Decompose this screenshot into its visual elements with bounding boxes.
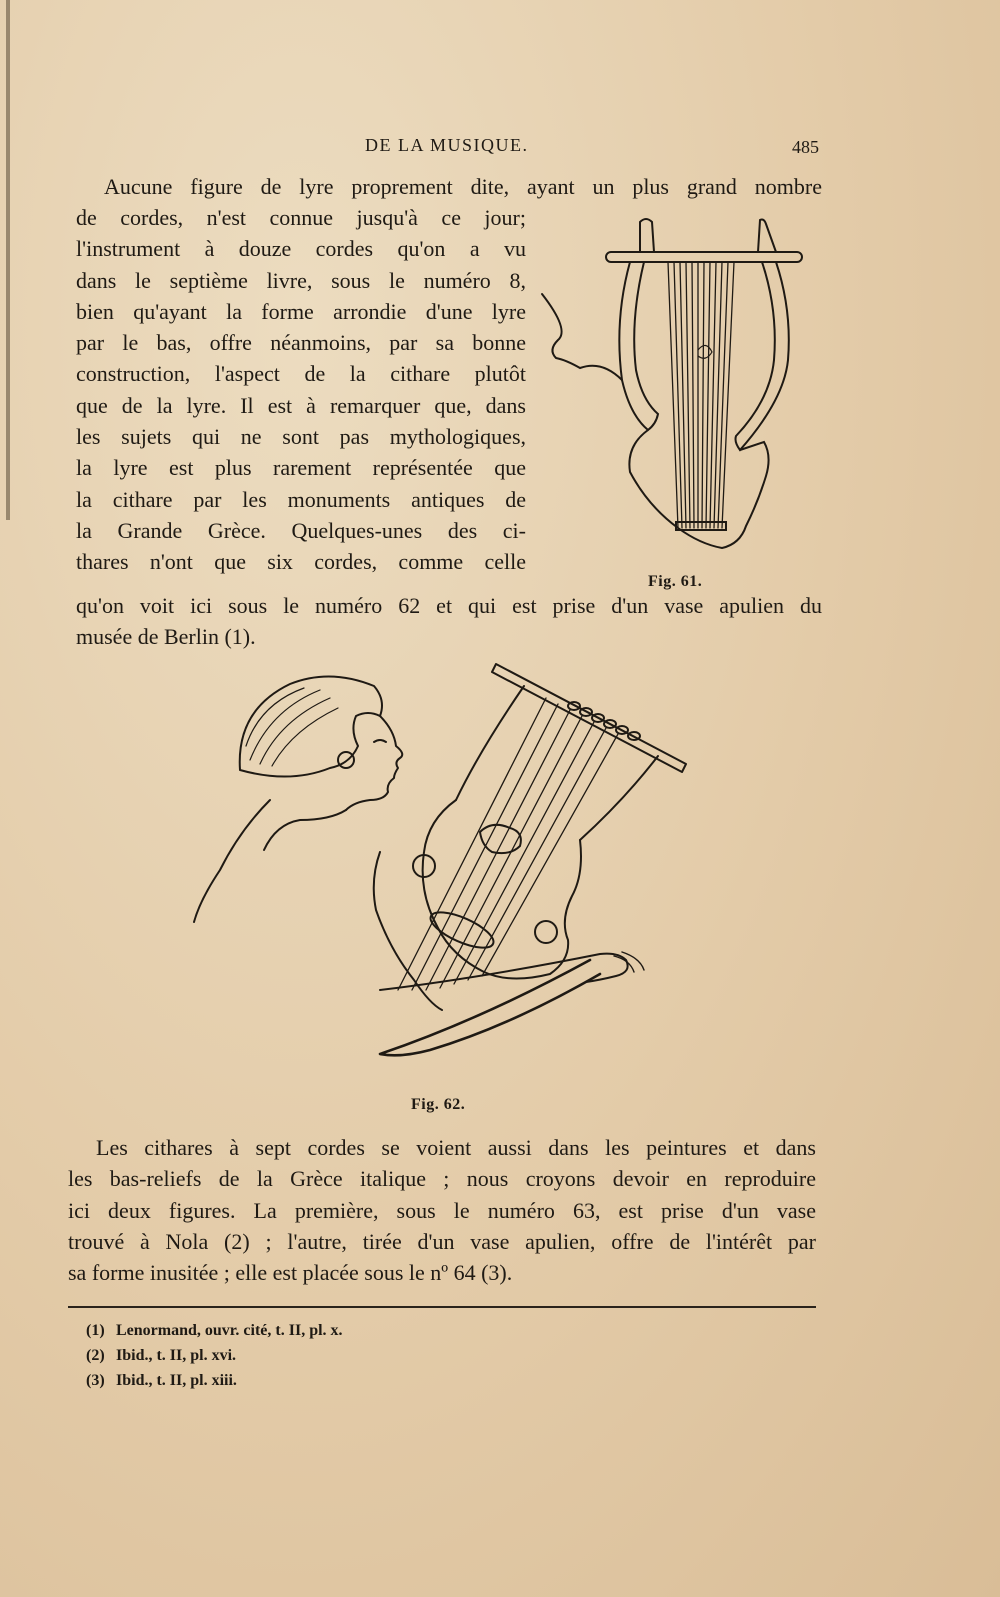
- text-line: les sujets qui ne sont pas mythologiques,: [76, 424, 526, 450]
- strings: [668, 262, 734, 528]
- plectrum-cord: [542, 294, 622, 380]
- text-line: de cordes, n'est connue jusqu'à ce jour;: [76, 205, 526, 230]
- text-line: la cithare par les monuments antiques de: [76, 486, 526, 512]
- paragraph-2: [68, 1132, 816, 1288]
- woman-playing-cithara-illustration: [180, 660, 720, 1090]
- left-horn-tip: [640, 219, 654, 252]
- footnote-rule: [68, 1306, 816, 1308]
- text-line: dans le septième livre, sous le numéro 8,: [76, 267, 526, 293]
- paragraph-1-continuation: [76, 590, 822, 653]
- footnote-marker: (3): [86, 1372, 105, 1389]
- binding-edge: [6, 0, 10, 520]
- text-line: ici deux figures. La première, sous le numéro 63, est prise d'un vase: [68, 1197, 816, 1223]
- figure-62-caption: Fig. 62.: [411, 1096, 466, 1113]
- text-line: thares n'ont que six cordes, comme celle: [76, 549, 526, 575]
- cithara-arm-left: [456, 686, 524, 800]
- eye: [374, 740, 386, 742]
- cithara-arm-right: [580, 756, 658, 840]
- right-arm: [736, 262, 789, 450]
- footnote-marker: (1): [86, 1322, 105, 1339]
- string-ornament: [698, 345, 712, 358]
- earring: [338, 752, 354, 768]
- shoulder-line: [264, 810, 346, 850]
- back-outline: [194, 800, 270, 922]
- text-line: l'instrument à douze cordes qu'on a vu: [76, 236, 526, 262]
- footnotes: [86, 1318, 343, 1393]
- page-number: 485: [792, 137, 819, 157]
- text-line: trouvé à Nola (2) ; l'autre, tirée d'un vase apulien, offre de l'intérêt par: [68, 1228, 816, 1254]
- page-header: [0, 131, 1000, 161]
- text-line: Aucune figure de lyre proprement dite, ayant un plus grand nombre: [104, 174, 822, 199]
- sound-hole-right: [535, 921, 557, 943]
- hair-lines: [246, 688, 338, 766]
- text-line: que de la lyre. Il est à remarquer que, dans: [76, 392, 526, 418]
- footnote-text: Lenormand, ouvr. cité, t. II, pl. x.: [116, 1322, 343, 1339]
- text-line: sa forme inusitée ; elle est placée sous le nº 64 (3).: [68, 1260, 513, 1286]
- crossbar: [606, 252, 802, 262]
- left-arm: [619, 262, 658, 430]
- footnote-3: [86, 1368, 343, 1393]
- running-head: DE LA MUSIQUE.: [365, 135, 529, 155]
- paragraph-1-first-line: [76, 171, 822, 202]
- lyre-illustration: [530, 210, 830, 570]
- footnote-text: Ibid., t. II, pl. xvi.: [116, 1347, 237, 1364]
- text-line: la lyre est plus rarement représentée que: [76, 455, 526, 481]
- text-line: qu'on voit ici sous le numéro 62 et qui est prise d'un vase apulien du: [76, 593, 822, 618]
- figure-61-caption: Fig. 61.: [648, 573, 703, 590]
- right-horn-tip: [758, 220, 776, 253]
- footnote-text: Ibid., t. II, pl. xiii.: [116, 1372, 237, 1389]
- footnote-marker: (2): [86, 1347, 105, 1364]
- paragraph-1-wrapped-column: [76, 202, 526, 578]
- text-line: la Grande Grèce. Quelques-unes des ci-: [76, 517, 526, 543]
- text-line: Les cithares à sept cordes se voient aussi dans les peintures et dans: [96, 1135, 816, 1160]
- footnote-2: [86, 1343, 343, 1368]
- footnote-1: [86, 1318, 343, 1343]
- text-line: par le bas, offre néanmoins, par sa bonne: [76, 330, 526, 356]
- text-line: les bas-reliefs de la Grèce italique ; nous croyons devoir en reproduire: [68, 1166, 816, 1192]
- cithara-strings: [398, 698, 618, 990]
- left-hand: [480, 825, 521, 853]
- text-line: construction, l'aspect de la cithare plutôt: [76, 361, 526, 387]
- text-line: bien qu'ayant la forme arrondie d'une lyre: [76, 298, 526, 324]
- text-line: musée de Berlin (1).: [76, 624, 256, 650]
- bridge: [426, 905, 498, 955]
